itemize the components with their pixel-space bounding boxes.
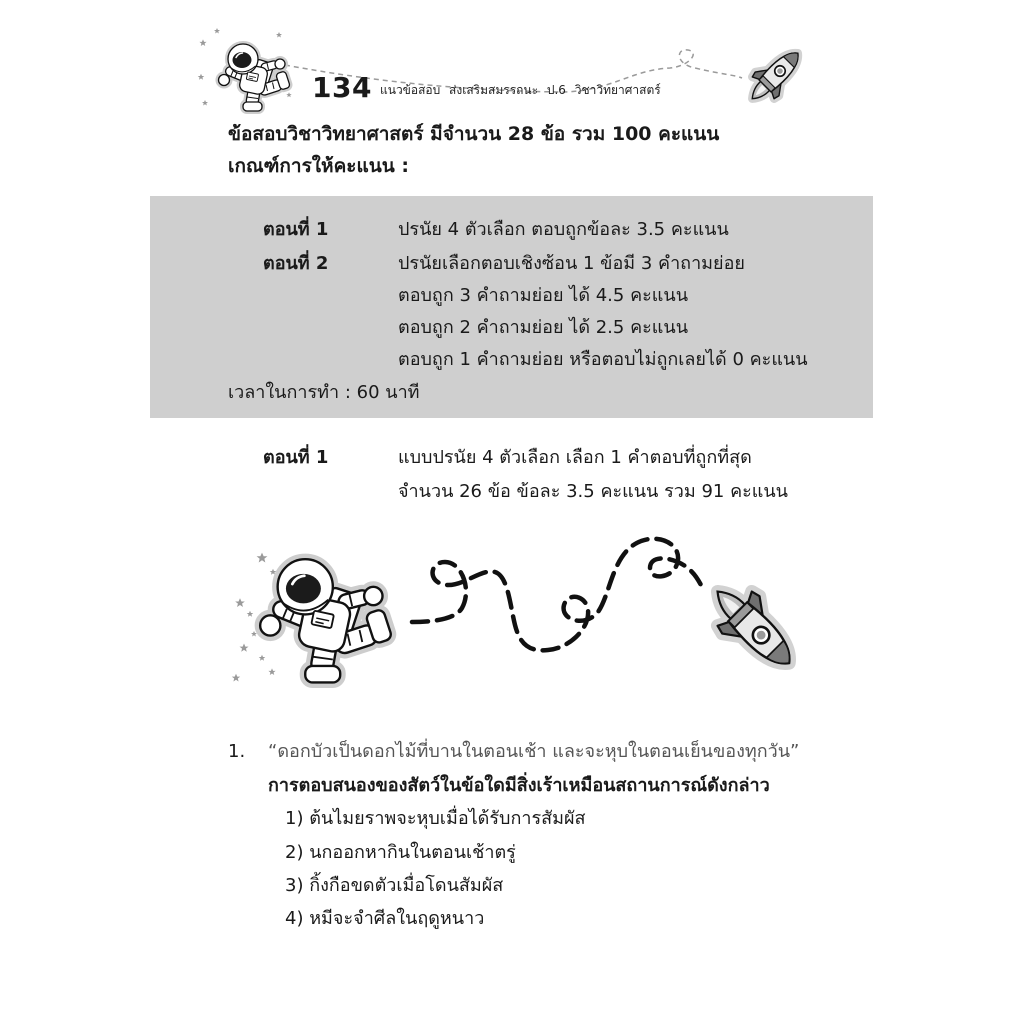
scoring-heading: เกณฑ์การให้คะแนน : [228,155,409,177]
rocket-icon [745,45,807,107]
answer-option: 3) กิ้งกือขดตัวเมื่อโดนสัมผัส [285,875,504,896]
astronaut-icon [228,538,403,696]
question-prompt: การตอบสนองของสัตว์ในข้อใดมีสิ่งเร้าเหมือนสถานการณ์ดังกล่าว [268,775,770,796]
answer-option: 4) หมีจะจำศีลในฤดูหนาว [285,908,485,929]
rocket-icon [706,582,806,674]
scoring-box [150,196,873,418]
scoring-line: ตอบถูก 3 คำถามย่อย ได้ 4.5 คะแนน [398,285,688,306]
page-number: 134 [312,71,372,104]
astronaut-icon [195,25,295,120]
dashed-trail [400,520,710,665]
time-limit: เวลาในการทำ : 60 นาที [228,382,420,403]
exam-summary: ข้อสอบวิชาวิทยาศาสตร์ มีจำนวน 28 ข้อ รวม 100 คะแนน [228,123,720,145]
answer-option: 1) ต้นไมยราพจะหุบเมื่อได้รับการสัมผัส [285,808,586,829]
question-quote: “ดอกบัวเป็นดอกไม้ที่บานในตอนเช้า และจะหุบในตอนเย็นของทุกวัน” [268,741,800,762]
section-line: จำนวน 26 ข้อ ข้อละ 3.5 คะแนน รวม 91 คะแนน [398,481,788,502]
section-line: แบบปรนัย 4 ตัวเลือก เลือก 1 คำตอบที่ถูกที่สุด [398,447,752,468]
scoring-line: ปรนัยเลือกตอบเชิงซ้อน 1 ข้อมี 3 คำถามย่อย [398,253,745,274]
running-title: แนวข้อสอบ ส่งเสริมสมรรถนะ ป.6 วิชาวิทยาศาสตร์ [380,83,661,97]
scoring-line: ปรนัย 4 ตัวเลือก ตอบถูกข้อละ 3.5 คะแนน [398,219,729,240]
scoring-line: ตอบถูก 2 คำถามย่อย ได้ 2.5 คะแนน [398,317,688,338]
answer-option: 2) นกออกหากินในตอนเช้าตรู่ [285,842,516,863]
scoring-line: ตอบถูก 1 คำถามย่อย หรือตอบไม่ถูกเลยได้ 0 คะแนน [398,349,808,370]
part-label: ตอนที่ 2 [263,253,329,274]
part-label: ตอนที่ 1 [263,219,329,240]
question-number: 1. [228,741,246,762]
section-label: ตอนที่ 1 [263,447,329,468]
